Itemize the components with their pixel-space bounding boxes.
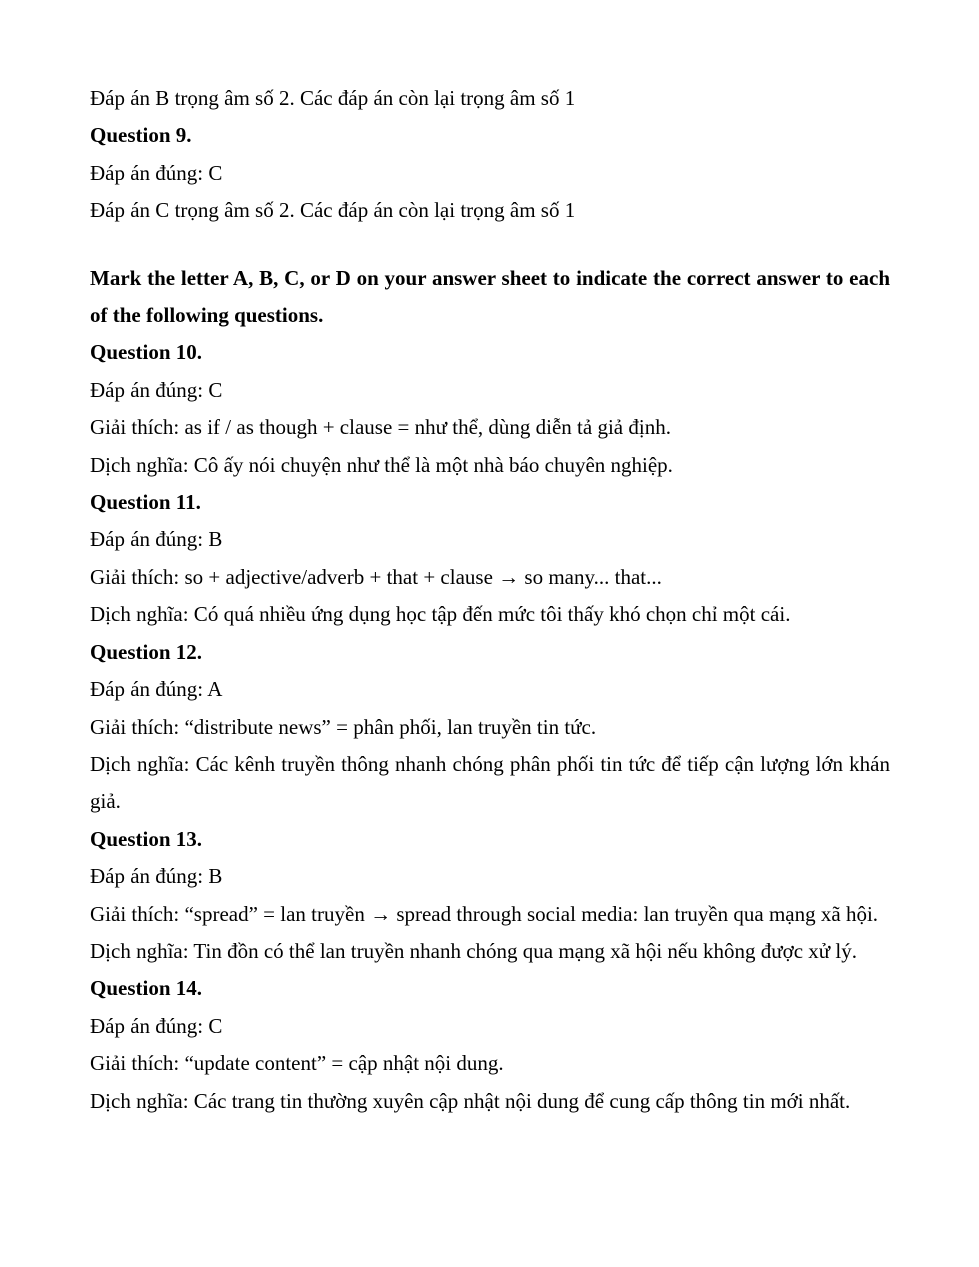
correct-answer: Đáp án đúng: A <box>90 677 223 702</box>
question-heading: Question 14. <box>90 976 203 1001</box>
translation: Dịch nghĩa: Cô ấy nói chuyện như thể là một nhà báo chuyên nghiệp. <box>90 452 673 477</box>
question-heading: Question 10. <box>90 340 203 365</box>
question-heading: Question 9. <box>90 123 192 148</box>
answer-explanation: Giải thích: as if / as though + clause = như thể, dùng diễn tả giả định. <box>90 415 671 440</box>
section-instruction: Mark the letter A, B, C, or D on your answer sheet to indicate the correct answer to each <box>90 265 890 290</box>
answer-explanation: Đáp án C trọng âm số 2. Các đáp án còn lại trọng âm số 1 <box>90 198 576 223</box>
answer-explanation: Giải thích: “spread” = lan truyền → spread through social media: lan truyền qua mạng xã hội. <box>90 901 879 926</box>
correct-answer: Đáp án đúng: C <box>90 1013 223 1038</box>
translation: Dịch nghĩa: Tin đồn có thể lan truyền nhanh chóng qua mạng xã hội nếu không được xử lý. <box>90 938 858 963</box>
correct-answer: Đáp án đúng: B <box>90 527 223 552</box>
answer-explanation: Giải thích: “update content” = cập nhật nội dung. <box>90 1051 504 1076</box>
question-heading: Question 12. <box>90 639 203 664</box>
section-instruction: of the following questions. <box>90 303 324 328</box>
correct-answer: Đáp án đúng: C <box>90 160 223 185</box>
translation: Dịch nghĩa: Các kênh truyền thông nhanh chóng phân phối tin tức để tiếp cận lượng lớn khán <box>90 751 890 776</box>
answer-explanation: Đáp án B trọng âm số 2. Các đáp án còn lại trọng âm số 1 <box>90 86 576 110</box>
translation: giả. <box>90 789 121 814</box>
correct-answer: Đáp án đúng: B <box>90 864 223 889</box>
question-heading: Question 13. <box>90 826 203 851</box>
correct-answer: Đáp án đúng: C <box>90 377 223 402</box>
translation: Dịch nghĩa: Các trang tin thường xuyên cập nhật nội dung để cung cấp thông tin mới nhất. <box>90 1088 851 1113</box>
answer-explanation: Giải thích: so + adjective/adverb + that + clause → so many... that... <box>90 564 662 589</box>
question-heading: Question 11. <box>90 490 201 515</box>
answer-explanation: Giải thích: “distribute news” = phân phối, lan truyền tin tức. <box>90 714 597 739</box>
section-spacer <box>90 230 890 260</box>
translation: Dịch nghĩa: Có quá nhiều ứng dụng học tập đến mức tôi thấy khó chọn chỉ một cái. <box>90 602 791 627</box>
